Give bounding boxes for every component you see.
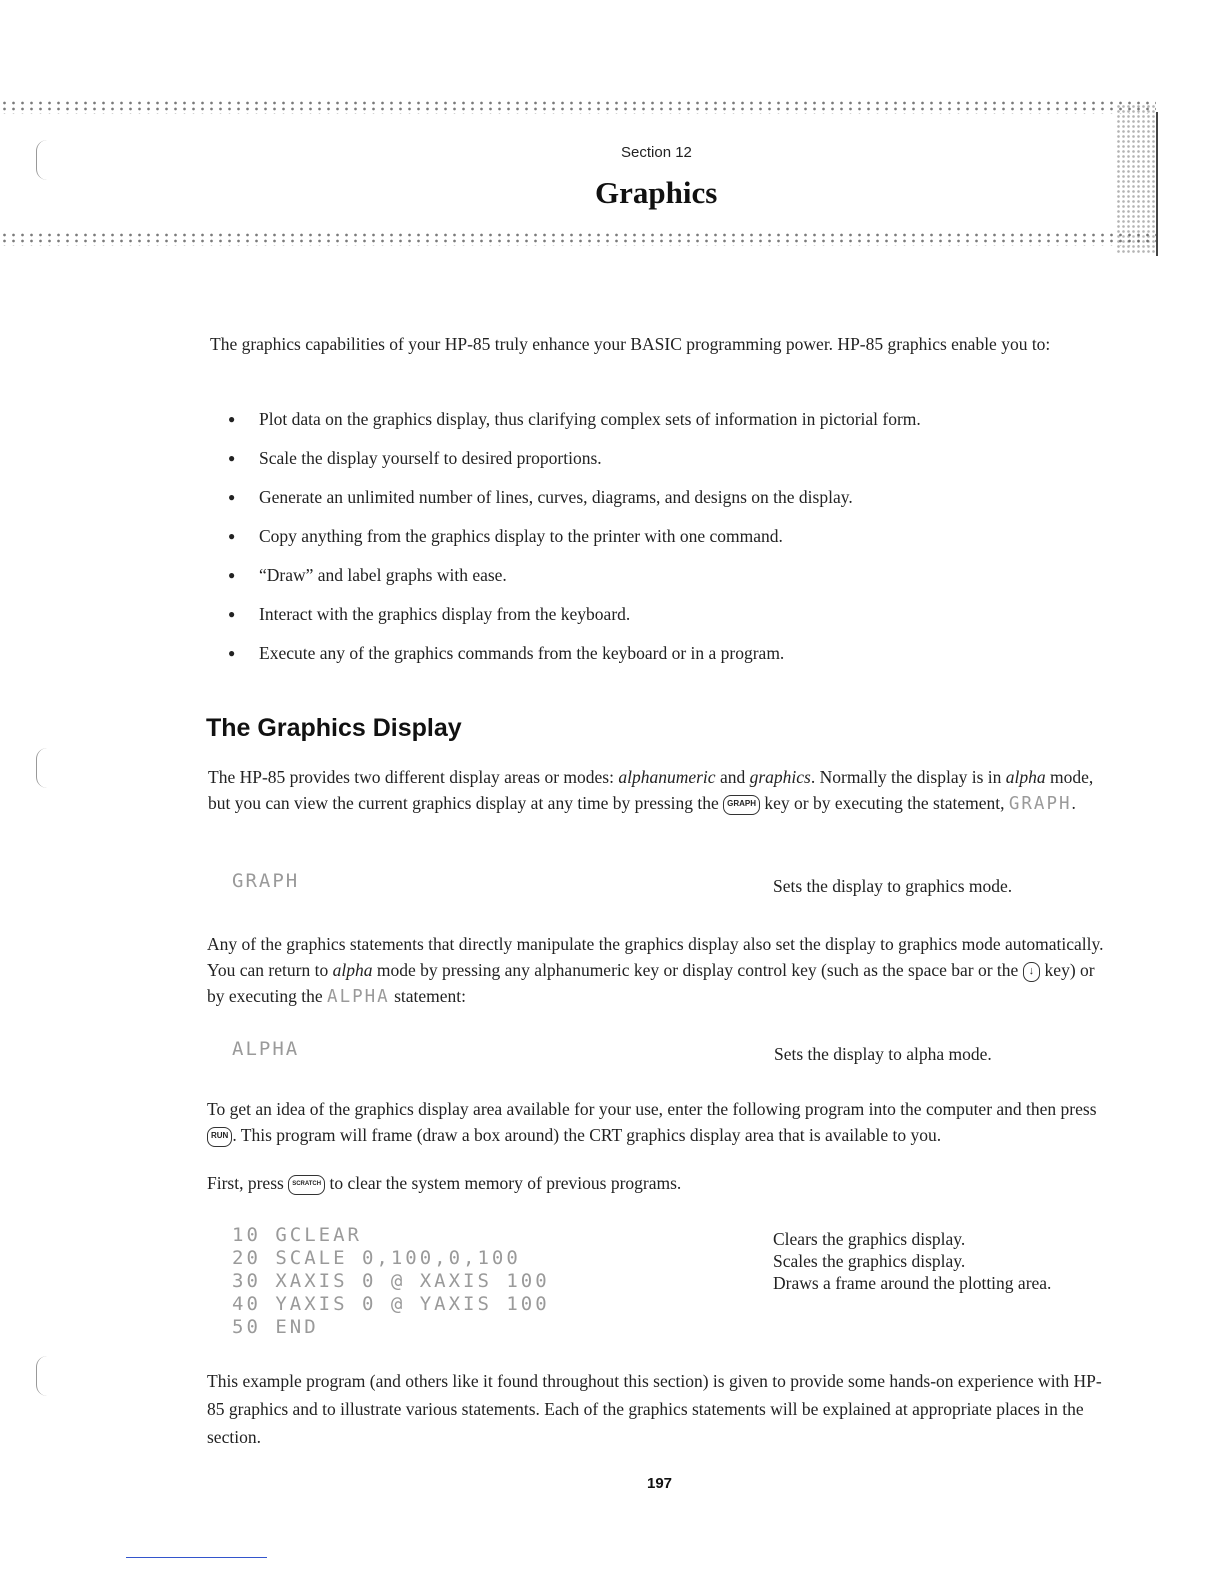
- list-item: ● Copy anything from the graphics display to the printer with one command.: [210, 526, 1110, 565]
- program-text-a: To get an idea of the graphics display area available for your use, enter the following program into the computer and then press: [207, 1099, 1097, 1119]
- page-title: Graphics: [595, 175, 718, 210]
- margin-mark-3: [36, 1356, 47, 1396]
- return-text-b: mode by pressing any alphanumeric key or display control key (such as the space bar or the: [372, 960, 1023, 980]
- program-notes: [773, 1228, 1051, 1294]
- program-note: Clears the graphics display.: [773, 1229, 966, 1249]
- page-number: 197: [647, 1475, 673, 1492]
- return-text-c: key) or by executing the: [207, 960, 1095, 1006]
- code-line: 10 GCLEAR: [232, 1224, 362, 1246]
- header-dot-band-top: [0, 100, 1156, 114]
- list-item: ● Generate an unlimited number of lines, curves, diagrams, and designs on the display.: [210, 487, 1110, 526]
- program-note: Scales the graphics display.: [773, 1251, 966, 1271]
- alpha-command-desc: Sets the display to alpha mode.: [774, 1044, 992, 1064]
- header-right-rule: [1156, 112, 1158, 256]
- modes-text-e: .: [1071, 793, 1076, 813]
- scratch-key-icon: SCRATCH: [288, 1175, 325, 1195]
- section-heading: The Graphics Display: [206, 714, 462, 742]
- return-text-a: Any of the graphics statements that directly manipulate the graphics display also set the display to graphics mode automatically. You can return to: [207, 934, 1104, 980]
- code-line: 40 YAXIS 0 @ YAXIS 100: [232, 1293, 550, 1315]
- code-line: 20 SCALE 0,100,0,100: [232, 1247, 521, 1269]
- program-text-b: . This program will frame (draw a box around) the CRT graphics display area that is available to you.: [232, 1125, 942, 1145]
- modes-text-b: . Normally the display is in: [810, 767, 1006, 787]
- graphics-term: graphics: [749, 767, 811, 787]
- program-listing: [232, 1224, 550, 1339]
- graph-statement-inline: GRAPH: [1008, 794, 1072, 814]
- modes-text-c: mode, but you can view the current graphics display at any time by pressing the: [208, 767, 1094, 813]
- code-line: 50 END: [232, 1316, 319, 1338]
- margin-mark-1: [36, 140, 47, 180]
- alpha-term-2: alpha: [332, 960, 373, 980]
- feature-list: [210, 409, 1110, 682]
- run-key-icon: RUN: [207, 1127, 232, 1147]
- scratch-text-b: to clear the system memory of previous programs.: [325, 1173, 682, 1193]
- section-label: Section 12: [621, 144, 692, 161]
- graph-command-desc: Sets the display to graphics mode.: [773, 876, 1013, 896]
- code-line: 30 XAXIS 0 @ XAXIS 100: [232, 1270, 550, 1292]
- list-item: ● Execute any of the graphics commands from the keyboard or in a program.: [210, 643, 1110, 682]
- list-item: ● Interact with the graphics display from the keyboard.: [210, 604, 1110, 643]
- footer-blue-line: [126, 1557, 267, 1558]
- alpha-command: ALPHA: [232, 1038, 300, 1060]
- list-item: ● “Draw” and label graphs with ease.: [210, 565, 1110, 604]
- margin-mark-2: [36, 748, 47, 788]
- example-explanation-paragraph: This example program (and others like it found throughout this section) is given to provide some hands-on experience with HP-85 graphics and to illustrate various statements. Each of the graphics statements will be explained at appropriate places in the section.: [207, 1371, 1102, 1447]
- graph-key-icon: GRAPH: [723, 795, 760, 815]
- modes-text-and: and: [715, 767, 750, 787]
- modes-text-a: The HP-85 provides two different display areas or modes:: [208, 767, 619, 787]
- list-item: ● Scale the display yourself to desired proportions.: [210, 448, 1110, 487]
- graph-command: GRAPH: [232, 870, 300, 892]
- alpha-statement-inline: ALPHA: [327, 987, 390, 1007]
- program-intro-paragraph: [207, 1096, 1117, 1148]
- modes-paragraph: [208, 764, 1113, 817]
- header-dot-band-bottom: [0, 232, 1156, 246]
- scratch-paragraph: [207, 1170, 1112, 1196]
- program-note: Draws a frame around the plotting area.: [773, 1273, 1052, 1293]
- intro-paragraph: The graphics capabilities of your HP-85 truly enhance your BASIC programming power. HP-85 graphics enable you to:: [210, 334, 1051, 354]
- alpha-term: alpha: [1005, 767, 1046, 787]
- return-text-d: statement:: [389, 986, 467, 1006]
- header-side-texture: [1116, 104, 1156, 254]
- scratch-text-a: First, press: [207, 1173, 289, 1193]
- modes-text-d: key or by executing the statement,: [760, 793, 1009, 813]
- alphanumeric-term: alphanumeric: [618, 767, 716, 787]
- return-alpha-paragraph: [207, 931, 1112, 1010]
- list-item: ● Plot data on the graphics display, thus clarifying complex sets of information in pictorial form.: [210, 409, 1110, 448]
- down-arrow-key-icon: ↓: [1023, 962, 1041, 982]
